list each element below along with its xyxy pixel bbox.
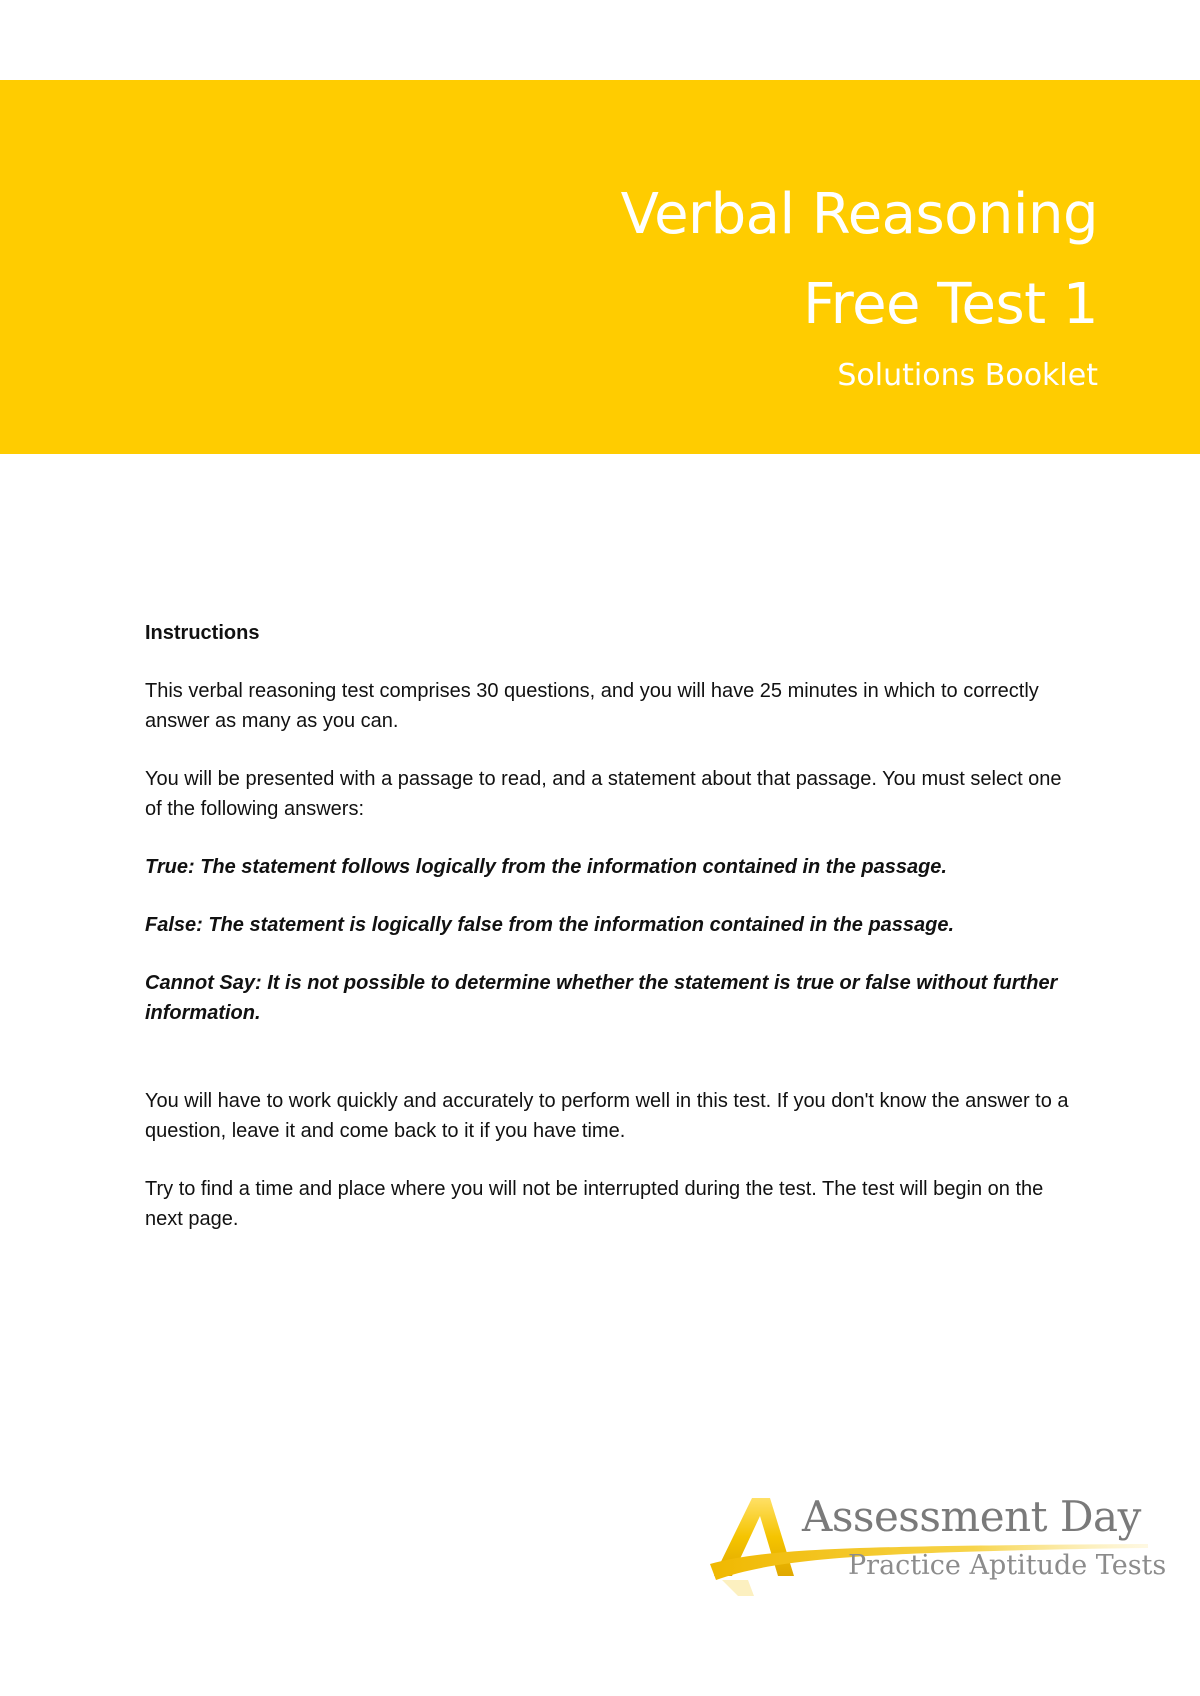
answer-option-cannot-say: Cannot Say: It is not possible to determine whether the statement is true or false without further information.	[145, 972, 1058, 1024]
title-line-2: Free Test 1	[803, 272, 1098, 337]
subtitle: Solutions Booklet	[837, 358, 1098, 393]
instructions-paragraph-3: You will have to work quickly and accurately to perform well in this test. If you don't know the answer to a question, leave it and come back to it if you have time.	[145, 1090, 1069, 1142]
answer-option-true: True: The statement follows logically from the information contained in the passage.	[145, 856, 947, 878]
instructions-paragraph-2: You will be presented with a passage to read, and a statement about that passage. You must select one of the following answers:	[145, 768, 1062, 820]
title-line-1: Verbal Reasoning	[620, 182, 1098, 247]
instructions-section	[145, 618, 1070, 1262]
answer-option-false: False: The statement is logically false from the information contained in the passage.	[145, 914, 955, 936]
instructions-paragraph-4: Try to find a time and place where you will not be interrupted during the test. The test will begin on the next page.	[145, 1178, 1044, 1230]
logo-name: Assessment Day	[802, 1492, 1141, 1541]
assessment-day-logo	[708, 1488, 1167, 1598]
logo-tagline: Practice Aptitude Tests	[848, 1550, 1167, 1581]
instructions-paragraph-1: This verbal reasoning test comprises 30 questions, and you will have 25 minutes in which to correctly answer as many as you can.	[145, 680, 1039, 732]
instructions-heading: Instructions	[145, 622, 260, 644]
title-banner	[0, 80, 1200, 454]
banner-text	[0, 80, 1098, 454]
